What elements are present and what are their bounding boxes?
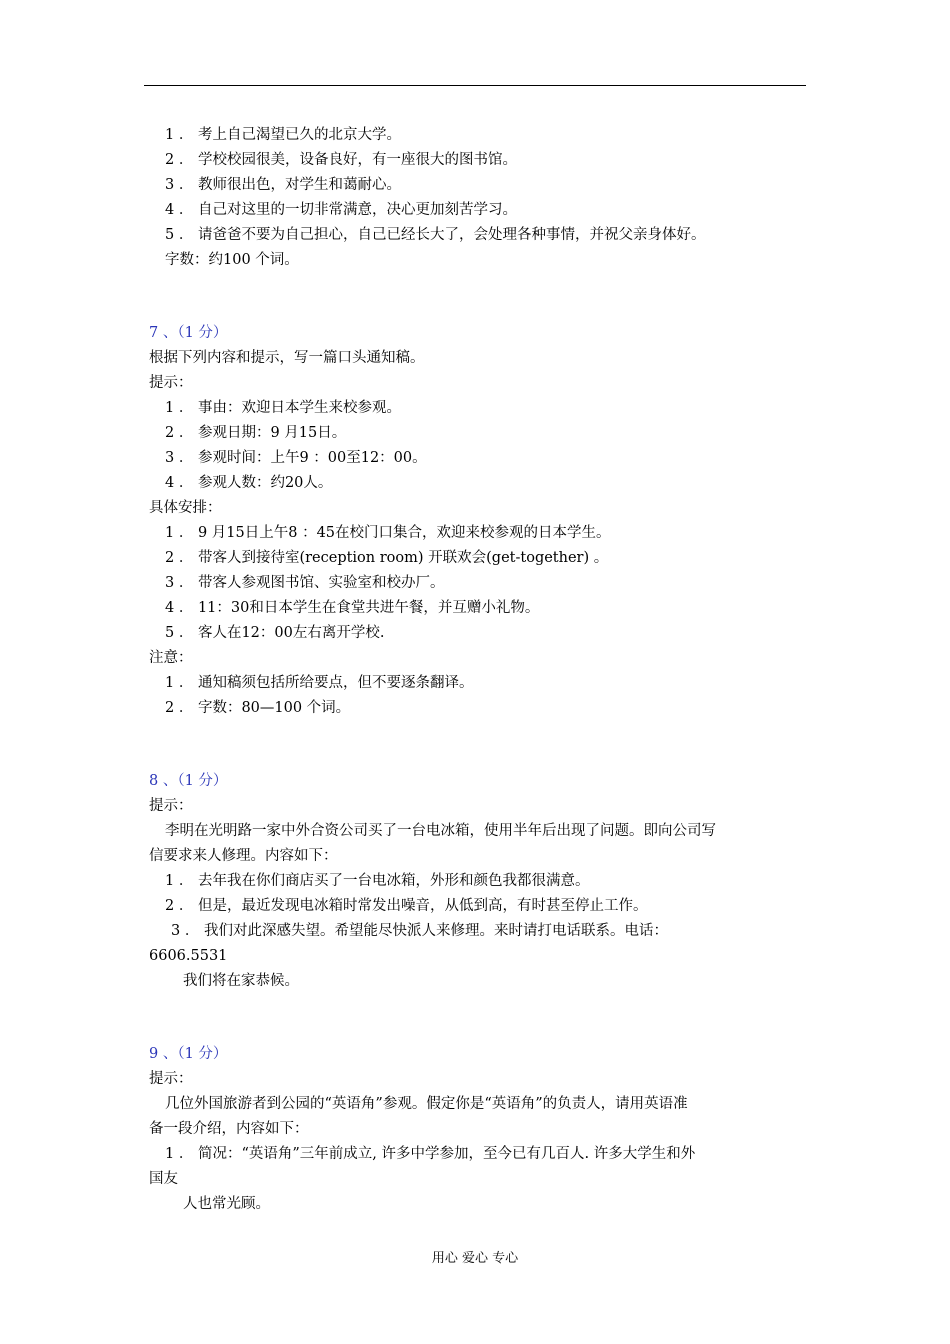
hint-label: 提示： xyxy=(149,798,193,814)
paragraph-line: 几位外国旅游者到公园的“英语角”参观。假定你是“英语角”的负责人，请用英语准 xyxy=(165,1096,688,1112)
list-item: 4 ． 自己对这里的一切非常满意，决心更加刻苦学习。 xyxy=(165,202,517,218)
list-item: 3 ． 我们对此深感失望。希望能尽快派人来修理。来时请打电话联系。电话： xyxy=(171,923,668,939)
list-item: 1 ． 通知稿须包括所给要点，但不要逐条翻译。 xyxy=(165,675,474,691)
list-item: 1 ． 简况：“英语角”三年前成立, 许多中学参加，至今已有几百人. 许多大学生和外 xyxy=(165,1146,696,1162)
list-item: 3 ． 教师很出色，对学生和蔼耐心。 xyxy=(165,177,401,193)
question-8 xyxy=(149,769,804,994)
list-item: 1 ． 去年我在你们商店买了一台电冰箱，外形和颜色我都很满意。 xyxy=(165,873,590,889)
note-label: 注意： xyxy=(149,650,193,666)
list-item: 1 ． 考上自己渴望已久的北京大学。 xyxy=(165,127,401,143)
arrangement-label: 具体安排： xyxy=(149,500,222,516)
list-item: 4 ． 参观人数：约20人。 xyxy=(165,475,333,491)
paragraph-line: 信要求来人修理。内容如下： xyxy=(149,848,338,864)
hint-label: 提示： xyxy=(149,375,193,391)
list-item: 2 ． 参观日期：9 月15日。 xyxy=(165,425,347,441)
question-header: 9 、（1 分） xyxy=(149,1046,228,1062)
list-item: 3 ． 参观时间：上午9 ：00至12：00。 xyxy=(165,450,427,466)
document-body xyxy=(149,123,804,1217)
list-item: 5 ． 客人在12：00左右离开学校. xyxy=(165,625,385,641)
closing-line: 我们将在家恭候。 xyxy=(183,973,299,989)
question-intro: 根据下列内容和提示，写一篇口头通知稿。 xyxy=(149,350,425,366)
list-item: 4 ． 11：30和日本学生在食堂共进午餐，并互赠小礼物。 xyxy=(165,600,540,616)
question-9 xyxy=(149,1042,804,1217)
list-item: 1 ． 9 月15日上午8 ：45在校门口集合，欢迎来校参观的日本学生。 xyxy=(165,525,611,541)
list-item-continuation: 人也常光顾。 xyxy=(183,1196,270,1212)
phone-number: 6606.5531 xyxy=(149,948,228,964)
letter-points-list xyxy=(149,123,804,273)
list-item: 2 ． 学校校园很美，设备良好，有一座很大的图书馆。 xyxy=(165,152,517,168)
list-item: 3 ． 带客人参观图书馆、实验室和校办厂。 xyxy=(165,575,445,591)
question-header: 8 、（1 分） xyxy=(149,773,228,789)
hint-label: 提示： xyxy=(149,1071,193,1087)
list-item: 2 ． 带客人到接待室(reception room) 开联欢会(get-together) 。 xyxy=(165,550,609,566)
list-item-continuation: 国友 xyxy=(149,1171,178,1187)
paragraph-line: 备一段介绍，内容如下： xyxy=(149,1121,309,1137)
word-count-note: 字数：约100 个词。 xyxy=(165,252,299,268)
list-item: 1 ． 事由：欢迎日本学生来校参观。 xyxy=(165,400,401,416)
list-item: 2 ． 字数：80—100 个词。 xyxy=(165,700,351,716)
question-header: 7 、（1 分） xyxy=(149,325,228,341)
question-7 xyxy=(149,321,804,721)
list-item: 5 ． 请爸爸不要为自己担心，自己已经长大了，会处理各种事情，并祝父亲身体好。 xyxy=(165,227,706,243)
paragraph-line: 李明在光明路一家中外合资公司买了一台电冰箱，使用半年后出现了问题。即向公司写 xyxy=(165,823,716,839)
header-rule xyxy=(144,85,806,86)
page-footer: 用心 爱心 专心 xyxy=(431,1251,519,1266)
list-item: 2 ． 但是，最近发现电冰箱时常发出噪音，从低到高，有时甚至停止工作。 xyxy=(165,898,648,914)
